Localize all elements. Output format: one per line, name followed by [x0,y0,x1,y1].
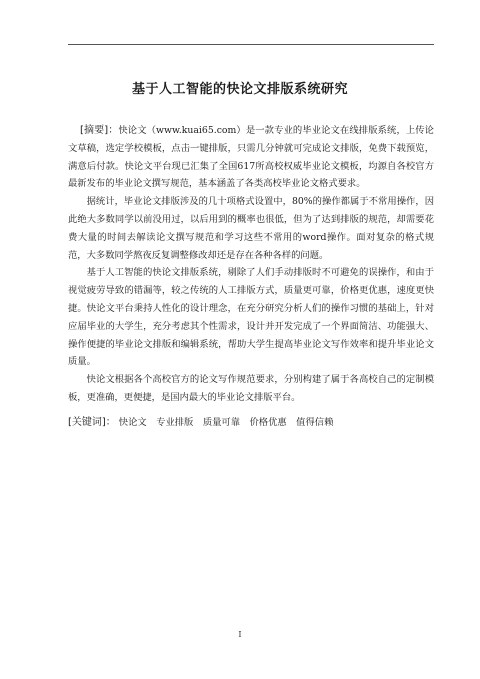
abstract-text-1: 快论文（www.kuai65.com）是一款专业的毕业论文在线排版系统，上传论文草稿，选定学校模板，点击一键排版，只需几分钟就可完成论文排版，免费下载预览，满意后付款。快论文平台现已汇集了全国617所高校权威毕业论文模板，均源自各校官方最新发布的毕业论文撰写规范，基本涵盖了各类高校毕业论文格式要求。 [68,125,434,190]
page-number: I [238,630,242,639]
paper-title: 基于人工智能的快论文排版系统研究 [131,82,348,97]
keyword-2: 专业排版 [156,416,194,428]
abstract-paragraph-2: 据统计，毕业论文排版涉及的几十项格式设置中，80%的操作都属于不常用操作，因此绝大多数同学以前没用过，以后用到的概率也很低，但为了达到排版的规范，却需要花费大量的时间去解读论文撰写规范和学习这些不常用的word操作。面对复杂的格式规范，大多数同学熬夜反复调整修改却还是存在各种各样的问题。 [68,196,434,261]
abstract-paragraph-1 [68,122,434,193]
abstract-label: [摘要]： [80,125,119,136]
abstract-paragraph-3: 基于人工智能的快论文排版系统，剔除了人们手动排版时不可避免的误操作，和由于视觉疲劳导致的错漏等，较之传统的人工排版方式，质量更可靠，价格更优惠，速度更快捷。快论文平台秉持人性化的设计理念，在充分研究分析人们的操作习惯的基础上，针对应届毕业的大学生，充分考虑其个性需求，设计并开发完成了一个界面简洁、功能强大、操作便捷的毕业论文排版和编辑系统，帮助大学生提高毕业论文写作效率和提升毕业论文质量。 [68,267,434,368]
keyword-1: 快论文 [118,416,147,428]
abstract-body [68,122,434,432]
keywords-label: [关键词]： [68,416,116,428]
header-rule [68,44,434,45]
keyword-3: 质量可靠 [202,416,241,428]
abstract-paragraph-4: 快论文根据各个高校官方的论文写作规范要求，分别构建了属于各高校自己的定制模板，更准确，更便捷，是国内最大的毕业论文排版平台。 [68,374,434,403]
keyword-5: 值得信赖 [296,416,334,428]
keywords-line [68,414,434,432]
keyword-4: 价格优惠 [249,416,287,428]
